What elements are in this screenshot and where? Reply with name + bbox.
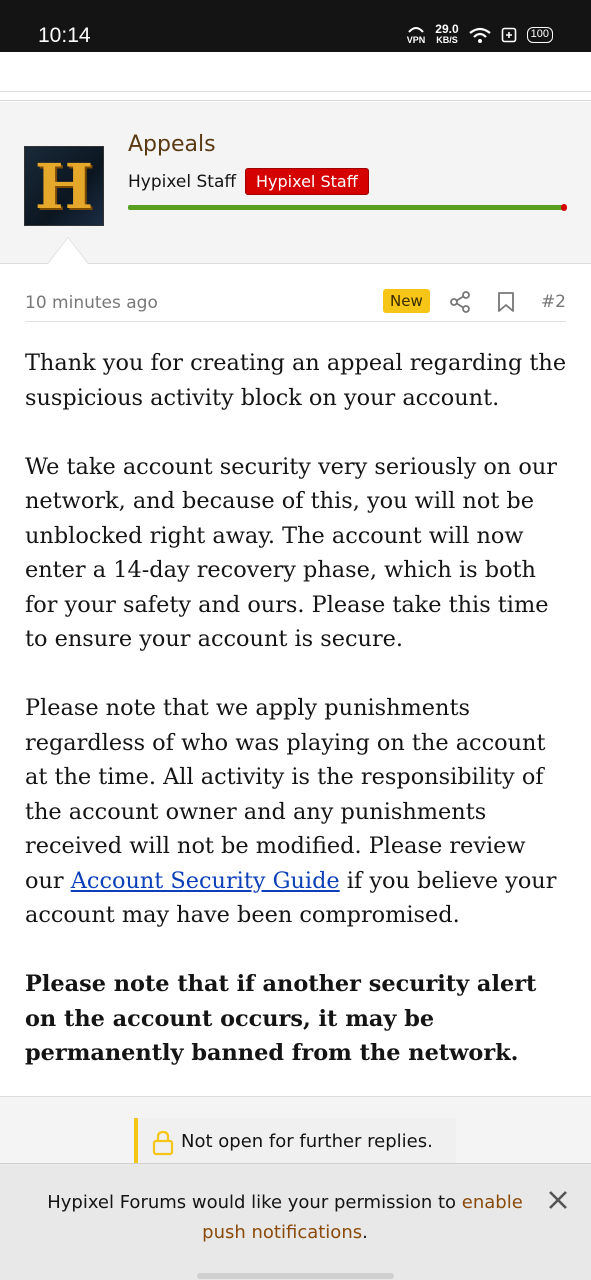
status-icons [407, 24, 553, 45]
vpn-icon [407, 24, 426, 45]
staff-badge: Hypixel Staff [245, 168, 369, 195]
vpn-label: VPN [406, 35, 426, 45]
wifi-icon [469, 27, 491, 43]
author-pointer [48, 238, 88, 264]
avatar[interactable] [24, 146, 104, 226]
bookmark-icon[interactable] [497, 291, 515, 313]
post-paragraph [25, 691, 570, 933]
speed-value: 29.0 [435, 22, 459, 36]
enable-push-notifications-link[interactable]: enable push notifications [202, 1192, 523, 1243]
push-prompt-text [40, 1188, 530, 1248]
user-progress-bar [128, 205, 566, 210]
author-name[interactable]: Appeals [128, 132, 216, 157]
status-bar [0, 0, 591, 52]
push-prompt-message: Hypixel Forums would like your permission to [47, 1192, 462, 1213]
close-icon[interactable] [546, 1188, 570, 1212]
push-prompt-period: . [362, 1222, 368, 1243]
push-notification-prompt [0, 1163, 591, 1280]
avatar-logo: H [34, 150, 94, 223]
share-icon[interactable] [449, 291, 471, 313]
lock-icon [152, 1130, 174, 1156]
divider [0, 93, 591, 101]
new-badge: New [383, 289, 430, 313]
locked-text: Not open for further replies. [181, 1131, 433, 1152]
post-warning: Please note that if another security alert on the account occurs, it may be permanently banned from the network. [25, 971, 537, 1066]
speed-unit: KB/S [436, 35, 458, 45]
network-speed [435, 24, 458, 45]
post-number[interactable]: #2 [540, 292, 566, 312]
post-meta [25, 288, 566, 322]
sim-icon [501, 27, 517, 43]
post-paragraph: Thank you for creating an appeal regarding the suspicious activity block on your account. [25, 350, 567, 411]
post-content [25, 346, 570, 1105]
user-title: Hypixel Staff [128, 172, 237, 192]
status-time: 10:14 [38, 24, 91, 47]
paragraph-text: Please note that we apply punishments regardless of who was playing on the account at the time. All activity is the responsibility of the account owner and any punishments received will not be modified. Please review our [25, 695, 546, 894]
post-timestamp[interactable]: 10 minutes ago [25, 293, 158, 313]
battery-icon: 100 [527, 27, 553, 43]
top-navigation-bar [0, 52, 591, 92]
paragraph-text: if you believe your account may have been compromised. [25, 867, 557, 928]
post-paragraph: We take account security very seriously on our network, and because of this, you will not be unblocked right away. The account will now enter a 14-day recovery phase, which is both for your safety and ours. Please take this time to ensure your account is secure. [25, 453, 557, 652]
account-security-guide-link[interactable]: Account Security Guide [70, 867, 340, 894]
gesture-handle[interactable] [197, 1273, 394, 1279]
